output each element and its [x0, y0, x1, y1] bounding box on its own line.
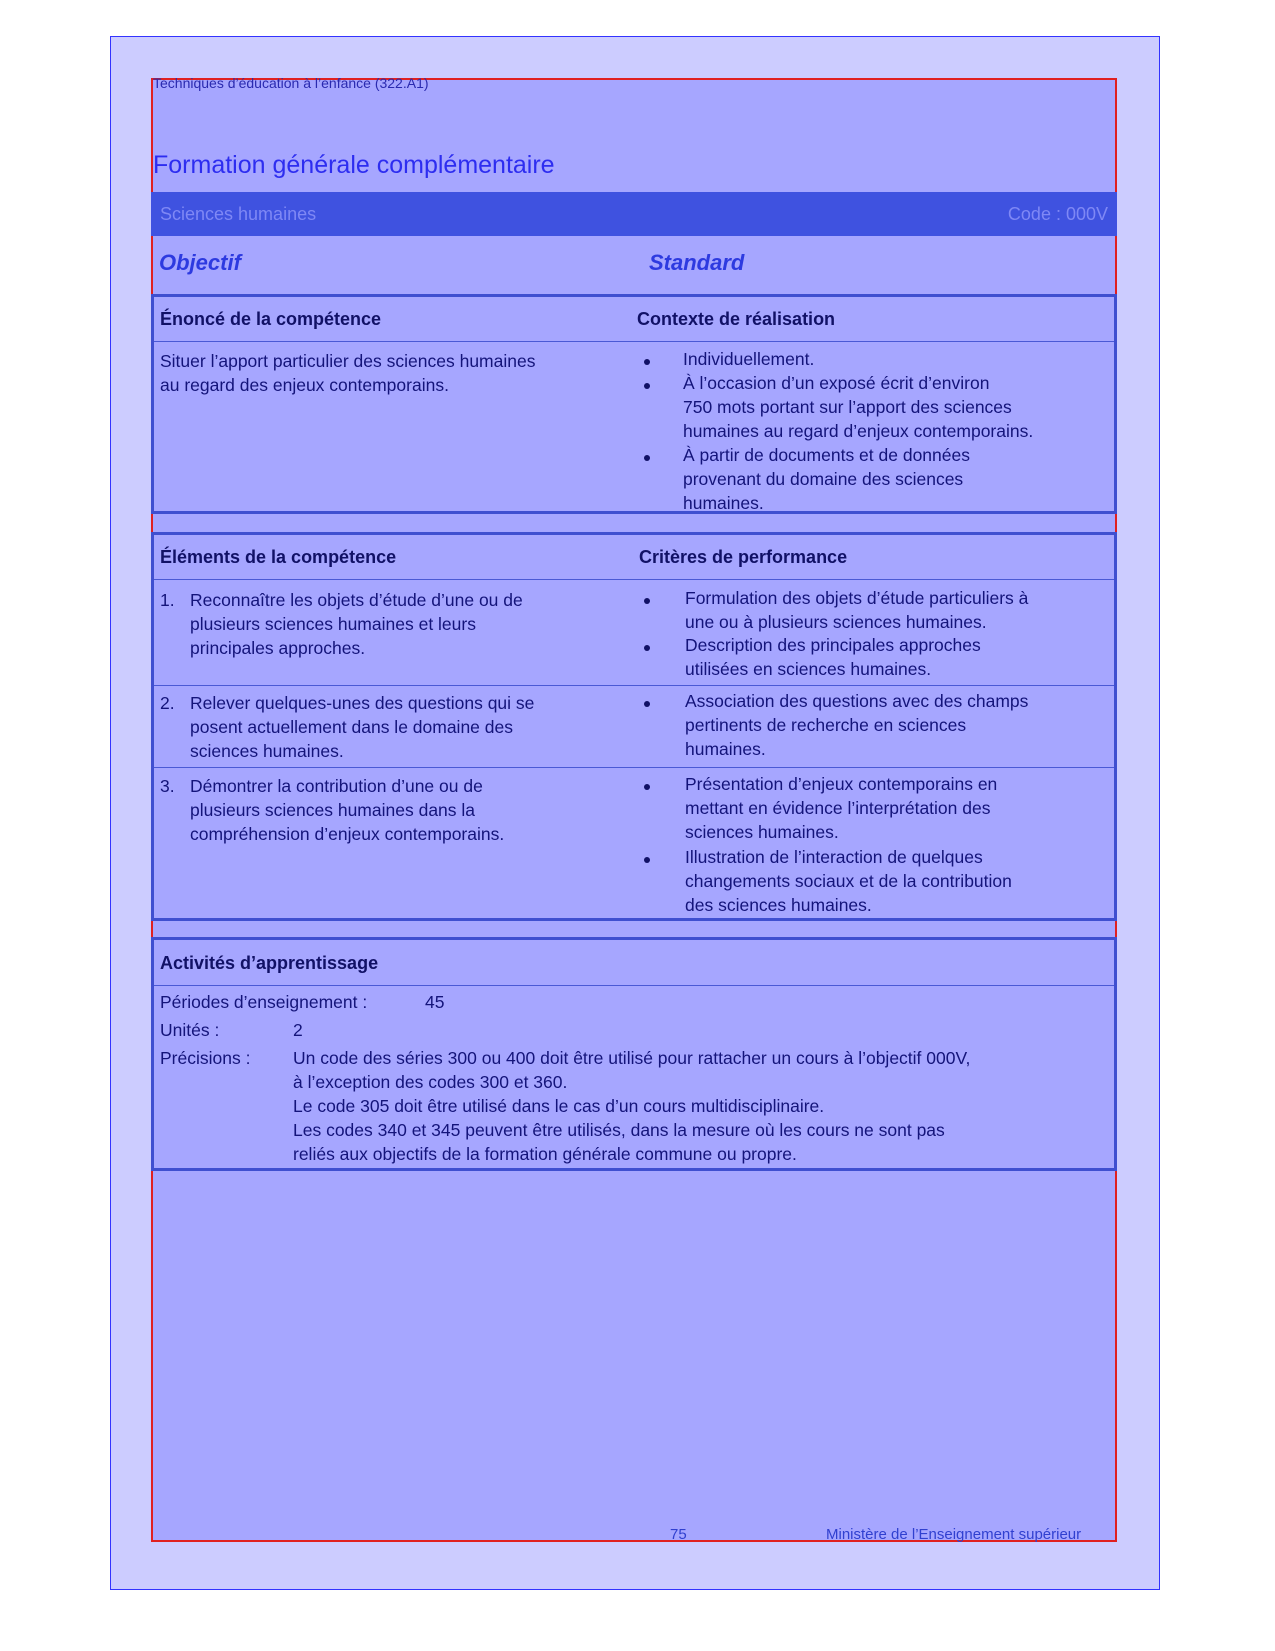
bullet-icon — [644, 645, 650, 651]
element-number: 3. — [160, 776, 175, 796]
criterion-line: changements sociaux et de la contribution — [685, 871, 1012, 891]
criterion-line: humaines. — [685, 739, 766, 759]
subject-code: Code : 000V — [1007, 204, 1108, 224]
element-number: 1. — [160, 590, 175, 610]
criterion-line: pertinents de recherche en sciences — [685, 715, 967, 735]
criterion — [685, 586, 1028, 634]
footer-ministry: Ministère de l’Enseignement supérieur — [826, 1526, 1082, 1543]
units-label: Unités : — [160, 1020, 220, 1040]
criterion-line: Formulation des objets d’étude particuliers à — [685, 588, 1029, 608]
bullet-icon — [644, 598, 650, 604]
criterion-line: Association des questions avec des champs — [685, 691, 1029, 711]
element-line: Reconnaître les objets d’étude d’une ou de — [190, 590, 523, 610]
context-item — [683, 371, 1033, 443]
element-line: plusieurs sciences humaines et leurs — [190, 614, 476, 634]
element-line: Démontrer la contribution d’une ou de — [190, 776, 483, 796]
page-number: 75 — [670, 1526, 687, 1543]
element-text — [190, 691, 534, 763]
criterion-line: Description des principales approches — [685, 635, 981, 655]
element-text — [190, 774, 504, 846]
precision-line: à l’exception des codes 300 et 360. — [293, 1072, 568, 1092]
document-title: Formation générale complémentaire — [153, 151, 555, 179]
context-item — [683, 347, 814, 371]
criterion-line: sciences humaines. — [685, 822, 839, 842]
periods-label: Périodes d’enseignement : — [160, 992, 368, 1012]
precisions-label: Précisions : — [160, 1048, 251, 1068]
element-line: principales approches. — [190, 638, 366, 658]
context-line: À l’occasion d’un exposé écrit d’environ — [683, 373, 990, 393]
bullet-icon — [644, 701, 650, 707]
precision-line: reliés aux objectifs de la formation générale commune ou propre. — [293, 1144, 797, 1164]
context-line: Individuellement. — [683, 349, 815, 369]
periods-value: 45 — [425, 992, 445, 1012]
bullet-icon — [644, 784, 650, 790]
bullet-icon — [644, 857, 650, 863]
criterion-line: utilisées en sciences humaines. — [685, 659, 932, 679]
realization-context-header: Contexte de réalisation — [637, 309, 836, 329]
criterion-line: une ou à plusieurs sciences humaines. — [685, 612, 987, 632]
competence-table — [151, 294, 1117, 514]
context-line: 750 mots portant sur l’apport des sciences — [683, 397, 1012, 417]
header-divider — [154, 341, 1114, 342]
row-divider — [154, 767, 1114, 768]
context-line: humaines au regard d’enjeux contemporains. — [683, 421, 1034, 441]
bullet-icon — [644, 359, 650, 365]
standard-heading: Standard — [649, 250, 745, 275]
criterion — [685, 689, 1028, 761]
precision-line: Les codes 340 et 345 peuvent être utilisés, dans la mesure où les cours ne sont pas — [293, 1120, 945, 1140]
context-line: provenant du domaine des sciences — [683, 469, 964, 489]
competence-statement-header: Énoncé de la compétence — [160, 309, 382, 329]
criterion-line: des sciences humaines. — [685, 895, 872, 915]
subject-name: Sciences humaines — [160, 204, 317, 224]
elements-header: Éléments de la compétence — [160, 547, 397, 567]
element-line: posent actuellement dans le domaine des — [190, 717, 513, 737]
element-text — [190, 588, 523, 660]
element-line: compréhension d’enjeux contemporains. — [190, 824, 505, 844]
context-line: À partir de documents et de données — [683, 445, 970, 465]
criterion — [685, 633, 981, 681]
criterion-line: Illustration de l’interaction de quelques — [685, 847, 983, 867]
criterion-line: mettant en évidence l’interprétation des — [685, 798, 991, 818]
context-item — [683, 443, 970, 515]
objective-heading: Objectif — [159, 250, 241, 275]
header-divider — [154, 579, 1114, 580]
context-line: humaines. — [683, 493, 764, 513]
subject-bar — [151, 192, 1117, 236]
element-line: plusieurs sciences humaines dans la — [190, 800, 476, 820]
bullet-icon — [644, 455, 650, 461]
units-value: 2 — [293, 1020, 303, 1040]
header-divider — [154, 985, 1114, 986]
criterion — [685, 845, 1012, 917]
statement-line: au regard des enjeux contemporains. — [160, 375, 449, 395]
criteria-header: Critères de performance — [639, 547, 848, 567]
running-title: Techniques d’éducation à l’enfance (322.A1) — [153, 75, 429, 91]
precisions-text — [293, 1046, 970, 1166]
activities-header: Activités d’apprentissage — [160, 953, 379, 973]
bullet-icon — [644, 383, 650, 389]
element-number: 2. — [160, 693, 175, 713]
activities-table — [151, 937, 1117, 1171]
element-line: Relever quelques-unes des questions qui se — [190, 693, 535, 713]
row-divider — [154, 685, 1114, 686]
elements-table — [151, 532, 1117, 921]
precision-line: Le code 305 doit être utilisé dans le cas d’un cours multidisciplinaire. — [293, 1096, 825, 1116]
statement-line: Situer l’apport particulier des sciences humaines — [160, 351, 536, 371]
competence-statement — [160, 349, 535, 397]
criterion-line: Présentation d’enjeux contemporains en — [685, 774, 998, 794]
element-line: sciences humaines. — [190, 741, 344, 761]
precision-line: Un code des séries 300 ou 400 doit être utilisé pour rattacher un cours à l’objectif 000V, — [293, 1048, 971, 1068]
criterion — [685, 772, 997, 844]
